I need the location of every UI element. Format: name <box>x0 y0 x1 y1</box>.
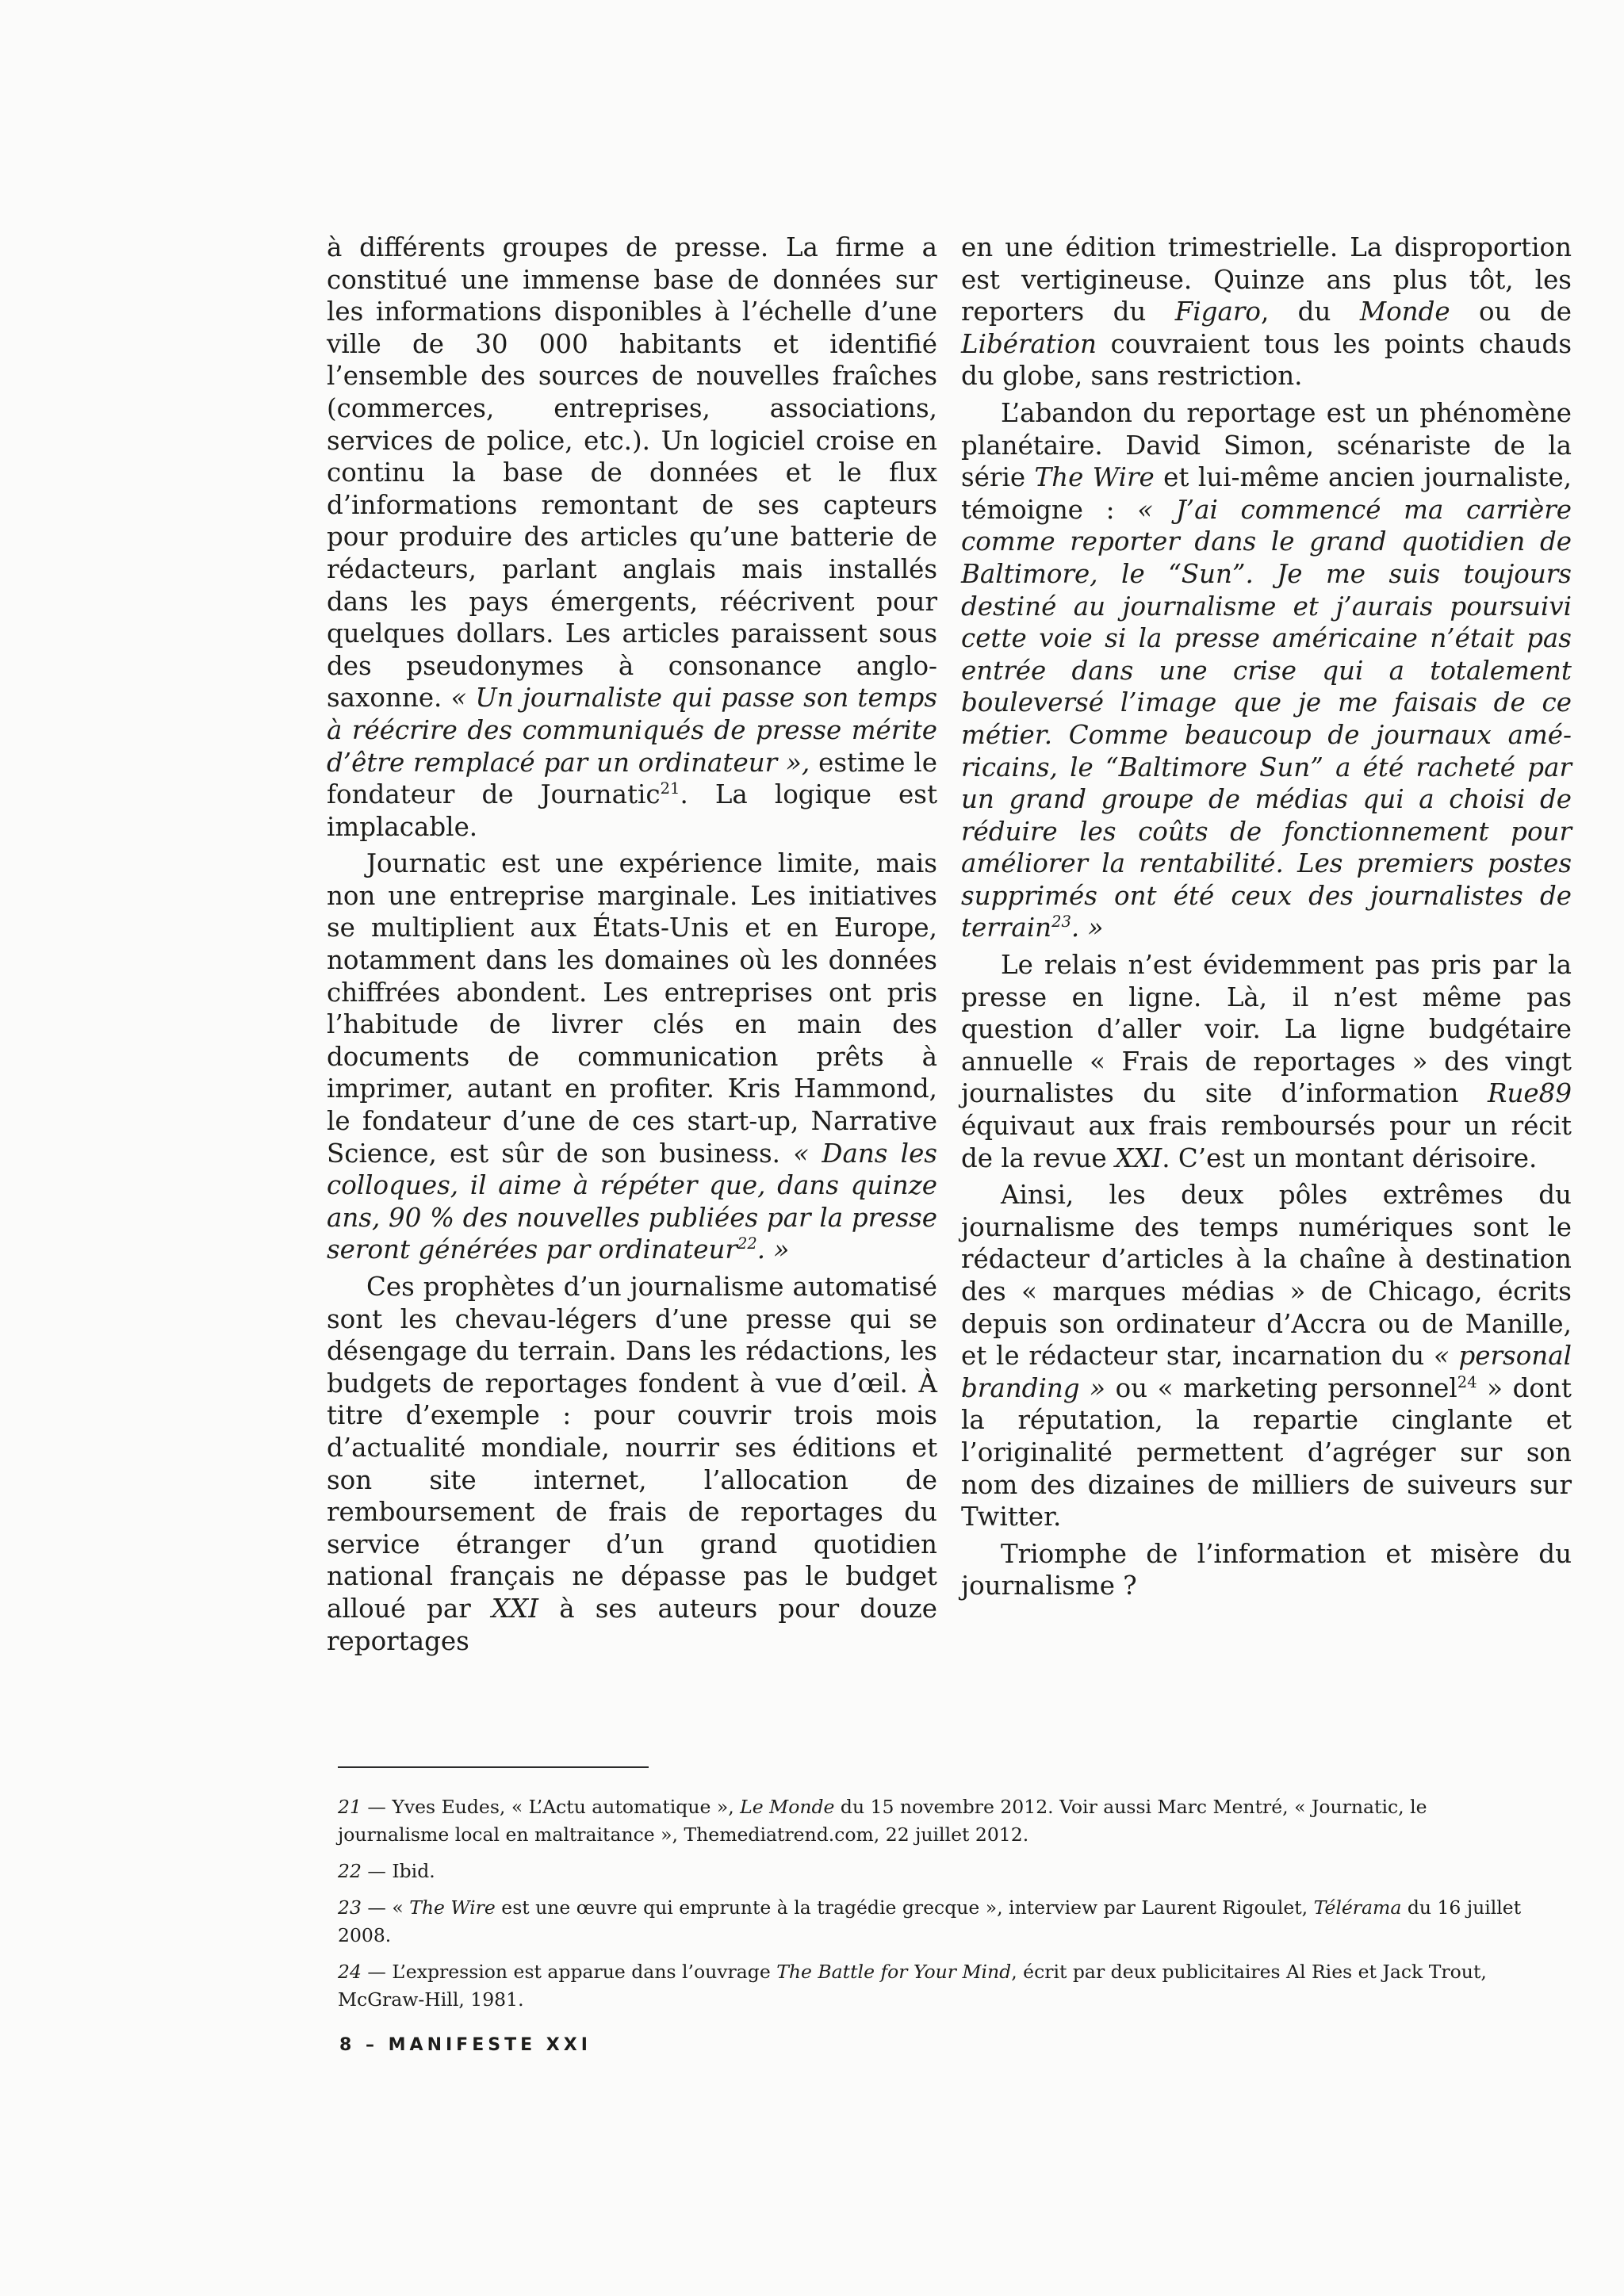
body-paragraph: L’abandon du reportage est un phénomène planétaire. David Simon, scénariste de la série The Wire et lui-même ancien journaliste, témoigne : « J’ai commencé ma carrière comme reporter dans le grand quotidien de Baltimore, le “Sun”. Je me suis toujours destiné au journalisme et j’aurais poursuivi cette voie si la presse américaine n’était pas entrée dans une crise qui a totalement bouleversé l’image que je me faisais de ce métier. Comme beaucoup de journaux américains, le “Baltimore Sun” a été racheté par un grand groupe de médias qui a choisi de réduire les coûts de fonctionnement pour améliorer la rentabilité. Les premiers postes supprimés ont été ceux des journalistes de terrain$^{23}$. » <box>961 397 1572 943</box>
italic-text: Figaro <box>1174 297 1261 327</box>
footnote: 21 — Yves Eudes, « L’Actu automatique », Le Monde du 15 novembre 2012. Voir aussi Marc Mentré, « Journatic, le journalisme local en maltraitance », Themediatrend.com, 22 juillet 2012. <box>338 1796 1427 1846</box>
body-paragraph: Triomphe de l’information et misère du journalisme ? <box>961 1538 1572 1601</box>
body-paragraph: Journatic est une expérience limite, mais non une entreprise marginale. Les initiatives se multiplient aux États-Unis et en Europe, notamment dans les domaines où les données chiffrées abondent. Les entreprises ont pris l’habitude de livrer clés en main des documents de communication prêts à imprimer, autant en profiter. Kris Hammond, le fondateur d’une de ces start-up, Narrative Science, est sûr de son business. « Dans les colloques, il aime à répéter que, dans quinze ans, 90 % des nouvelles publiées par la presse seront générées par ordinateur$^{22}$. » <box>327 848 937 1265</box>
footnote-number: 24 <box>338 1961 362 1983</box>
italic-text: XXI <box>1115 1142 1162 1173</box>
italic-text: Libération <box>961 328 1097 359</box>
body-paragraph: Ainsi, les deux pôles extrêmes du journalisme des temps numériques sont le rédacteur d’articles à la chaîne à destination des « marques médias » de Chicago, écrits depuis son ordinateur d’Accra ou de Manille, et le rédacteur star, incarnation du « personal branding » ou « marketing personnel$^{24}$ » dont la réputation, la repartie cinglante et l’originalité permettent d’agréger sur son nom des dizaines de milliers de suiveurs sur Twitter. <box>961 1180 1572 1533</box>
italic-text: The Wire <box>1034 462 1155 493</box>
footnote: 23 — « The Wire est une œuvre qui emprunte à la tragédie grecque », interview par Laurent Rigoulet, Télérama du 16 juillet 2008. <box>338 1896 1522 1946</box>
footnote-number: 22 <box>338 1860 362 1882</box>
right-text-column <box>961 232 1572 1602</box>
footnote-number: 21 <box>338 1796 362 1818</box>
italic-text: Télérama <box>1313 1896 1402 1919</box>
page-footer <box>339 2035 592 2055</box>
body-paragraph: à différents groupes de presse. La firme a constitué une immense base de données sur les informations disponibles à l’échelle d’une ville de 30 000 habitants et identifié l’ensemble des sources de nouvelles fraîches (commerces, entreprises, associations, services de police, etc.). Un logiciel croise en continu la base de données et le flux d’informations remontant de ses capteurs pour produire des articles qu’une batterie de rédacteurs, parlant anglais mais installés dans les pays émergents, réécrivent pour quelques dollars. Les articles paraissent sous des pseudonymes à consonance anglo-saxonne. « Un journaliste qui passe son temps à réécrire des communiqués de presse mérite d’être remplacé par un ordinateur », estime le fondateur de Journatic$^{21}$. La logique est implacable. <box>327 232 937 842</box>
footnotes <box>338 1793 1543 2022</box>
footnote-reference: 23 <box>1051 913 1071 932</box>
footnote-reference: 24 <box>1457 1372 1477 1391</box>
page-number: 8 <box>339 2035 356 2055</box>
left-text-column <box>327 232 937 1657</box>
italic-text: Le Monde <box>740 1796 835 1818</box>
publication-title: MANIFESTE XXI <box>388 2035 592 2055</box>
italic-text: « Dans les colloques, il aime à répéter que, dans quinze ans, 90 % des nouvelles publiées par la presse seront générées par ordinateur <box>327 1138 937 1265</box>
body-paragraph: Le relais n’est évidemment pas pris par la presse en ligne. Là, il n’est même pas question d’aller voir. La ligne budgétaire annuelle « Frais de reportages » des vingt journalistes du site d’information Rue89 équivaut aux frais remboursés pour un récit de la revue XXI. C’est un montant dérisoire. <box>961 950 1572 1173</box>
italic-text: The Battle for Your Mind <box>776 1961 1012 1983</box>
footnote-separator-rule <box>338 1766 649 1768</box>
footer-separator: – <box>365 2035 378 2055</box>
footnote-reference: 21 <box>660 779 680 798</box>
italic-text: XXI <box>491 1593 539 1624</box>
italic-text: « Un journaliste qui passe son temps à réécrire des communiqués de presse mérite d’être remplacé par un ordinateur », <box>327 683 937 778</box>
italic-text: Rue89 <box>1488 1078 1572 1109</box>
footnote: 22 — Ibid. <box>338 1860 435 1882</box>
footnote: 24 — L’expression est apparue dans l’ouvrage The Battle for Your Mind, écrit par deux publicitaires Al Ries et Jack Trout, McGraw-Hill, 1981. <box>338 1961 1487 2011</box>
footnote-number: 23 <box>338 1896 362 1919</box>
italic-text: « J’ai commencé ma carrière comme reporter dans le grand quotidien de Baltimore, le “Sun”. Je me suis toujours destiné au journalisme et j’aurais poursuivi cette voie si la presse américaine n’était pas entrée dans une crise qui a totalement bouleversé l’image que je me faisais de ce métier. Comme beaucoup de journaux américains, le “Baltimore Sun” a été racheté par un grand groupe de médias qui a choisi de réduire les coûts de fonctionnement pour améliorer la rentabilité. Les premiers postes supprimés ont été ceux des journalistes de terrain <box>961 494 1572 943</box>
body-paragraph: Ces prophètes d’un journalisme automatisé sont les chevau-légers d’une presse qui se désengage du terrain. Dans les rédactions, les budgets de reportages fondent à vue d’œil. À titre d’exemple : pour couvrir trois mois d’actualité mondiale, nourrir ses éditions et son site internet, l’allocation de remboursement de frais de reportages du service étranger d’un grand quotidien national français ne dépasse pas le budget alloué par XXI à ses auteurs pour douze reportages <box>327 1272 937 1656</box>
footnote-reference: 22 <box>737 1234 757 1253</box>
italic-text: Monde <box>1359 297 1450 327</box>
italic-text: . » <box>1071 913 1104 943</box>
italic-text: . » <box>756 1234 790 1265</box>
italic-text: « personal branding » <box>961 1341 1572 1403</box>
body-paragraph: en une édition trimestrielle. La disproportion est vertigineuse. Quinze ans plus tôt, les reporters du Figaro, du Monde ou de Libération couvraient tous les points chauds du globe, sans restriction. <box>961 232 1572 392</box>
italic-text: The Wire <box>409 1896 496 1919</box>
